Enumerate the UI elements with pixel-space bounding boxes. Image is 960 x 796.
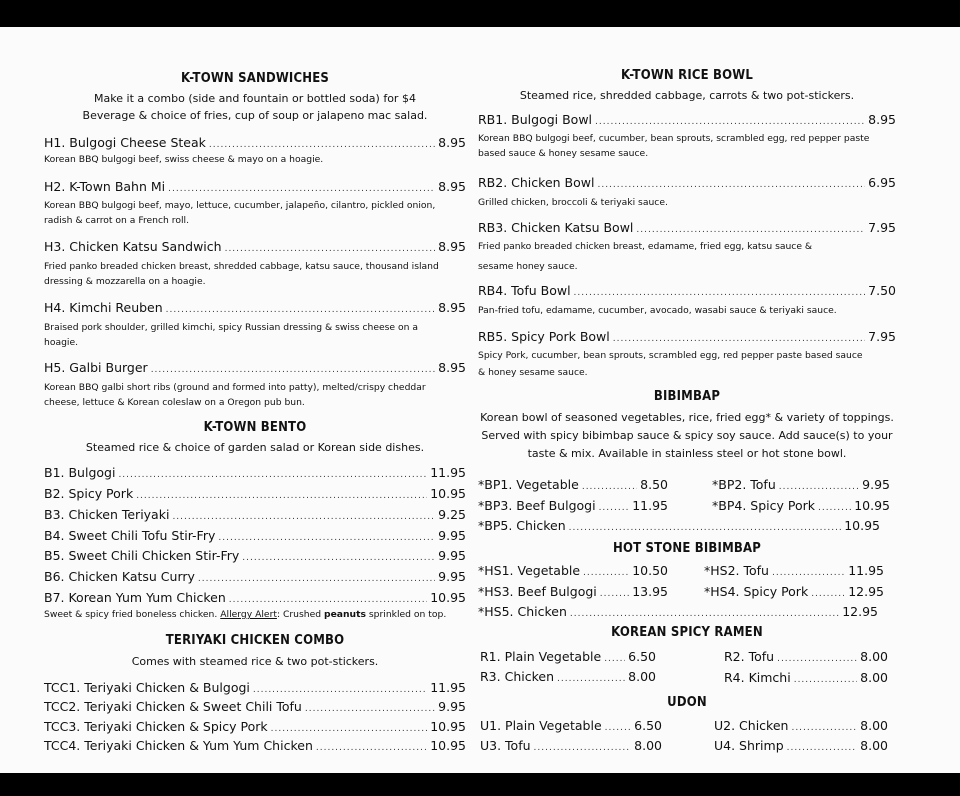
item-description: & honey sesame sauce. — [478, 367, 588, 378]
item-name: B3. Chicken Teriyaki — [44, 507, 170, 522]
item-name: *BP1. Vegetable — [478, 477, 579, 492]
item-name: TCC3. Teriyaki Chicken & Spicy Pork — [44, 719, 268, 734]
leader-dots — [198, 574, 435, 584]
leader-dots — [118, 470, 427, 480]
hotstone-title: HOT STONE BIBIMBAP — [613, 541, 761, 556]
menu-item — [478, 563, 668, 578]
menu-item — [724, 670, 888, 685]
menu-item — [44, 465, 466, 480]
item-description: Braised pork shoulder, grilled kimchi, spicy Russian dressing & swiss cheese on a — [44, 322, 418, 333]
item-name: H4. Kimchi Reuben — [44, 300, 163, 315]
item-name: RB2. Chicken Bowl — [478, 175, 595, 190]
bibimbap-title: BIBIMBAP — [653, 389, 721, 404]
item-price: 11.95 — [430, 680, 466, 695]
item-description: cheese, lettuce & Korean coleslaw on a Oregon pub bun. — [44, 397, 305, 408]
item-name: *BP3. Beef Bulgogi — [478, 498, 596, 513]
item-description: radish & carrot on a French roll. — [44, 215, 190, 226]
item-description: dressing & mozzarella on a hoagie. — [44, 276, 206, 287]
menu-item — [724, 649, 888, 664]
item-name: R4. Kimchi — [724, 670, 791, 685]
item-price: 8.95 — [438, 300, 466, 315]
leader-dots — [811, 589, 845, 599]
item-name: U4. Shrimp — [714, 738, 784, 753]
item-name: *HS4. Spicy Pork — [704, 584, 809, 599]
menu-item — [44, 179, 466, 194]
item-description: Fried panko breaded chicken breast, shredded cabbage, katsu sauce, thousand island — [44, 261, 439, 272]
leader-dots — [599, 503, 630, 513]
item-description: Pan-fried tofu, edamame, cucumber, avocado, wasabi sauce & teriyaki sauce. — [478, 305, 837, 316]
menu-item — [44, 528, 466, 543]
leader-dots — [787, 743, 858, 753]
menu-item — [44, 680, 466, 695]
item-name: U1. Plain Vegetable — [480, 718, 602, 733]
menu-item — [478, 329, 896, 344]
ricebowl-subtitle: Steamed rice, shredded cabbage, carrots & two pot-stickers. — [519, 89, 855, 102]
item-price: 8.00 — [860, 649, 888, 664]
item-description: Fried panko breaded chicken breast, edamame, fried egg, katsu sauce & — [478, 241, 813, 252]
leader-dots — [534, 743, 632, 753]
menu-item — [478, 518, 880, 533]
leader-dots — [557, 674, 625, 684]
item-price: 8.95 — [438, 179, 466, 194]
leader-dots — [636, 225, 865, 235]
item-price: 8.00 — [860, 670, 888, 685]
menu-item — [704, 584, 884, 599]
item-price: 9.95 — [438, 548, 466, 563]
leader-dots — [600, 589, 629, 599]
menu-item — [44, 569, 466, 584]
leader-dots — [172, 512, 435, 522]
menu-item — [44, 719, 466, 734]
leader-dots — [595, 117, 865, 127]
menu-item — [480, 669, 656, 684]
item-description: based sauce & honey sesame sauce. — [478, 148, 649, 159]
leader-dots — [218, 533, 435, 543]
bibimbap-subtitle-3: taste & mix. Available in stainless steel or hot stone bowl. — [527, 447, 847, 460]
item-description: Spicy Pork, cucumber, bean sprouts, scrambled egg, red pepper paste based sauce — [478, 350, 863, 361]
leader-dots — [168, 184, 435, 194]
item-description: Korean BBQ bulgogi beef, mayo, lettuce, cucumber, jalapeño, cilantro, pickled onion, — [44, 200, 436, 211]
leader-dots — [166, 305, 435, 315]
leader-dots — [136, 491, 427, 501]
allergy-alert-label: Allergy Alert — [220, 609, 277, 620]
item-price: 9.95 — [862, 477, 890, 492]
menu-item — [44, 486, 466, 501]
item-name: *HS3. Beef Bulgogi — [478, 584, 597, 599]
item-name: RB4. Tofu Bowl — [478, 283, 571, 298]
leader-dots — [574, 288, 866, 298]
item-price: 6.50 — [628, 649, 656, 664]
item-name: U3. Tofu — [480, 738, 531, 753]
menu-item — [44, 590, 466, 605]
item-price: 10.50 — [632, 563, 668, 578]
item-price: 8.50 — [640, 477, 668, 492]
menu-item — [714, 718, 888, 733]
item-name: B5. Sweet Chili Chicken Stir-Fry — [44, 548, 240, 563]
item-description: Grilled chicken, broccoli & teriyaki sauce. — [478, 197, 668, 208]
item-price: 8.95 — [868, 112, 896, 127]
bento-subtitle: Steamed rice & choice of garden salad or Korean side dishes. — [85, 441, 425, 454]
item-price: 9.95 — [438, 528, 466, 543]
item-price: 9.25 — [438, 507, 466, 522]
item-price: 9.95 — [438, 569, 466, 584]
ricebowl-title: K-TOWN RICE BOWL — [620, 68, 753, 83]
leader-dots — [271, 724, 428, 734]
item-name: H5. Galbi Burger — [44, 360, 148, 375]
leader-dots — [225, 244, 436, 254]
bibimbap-subtitle-1: Korean bowl of seasoned vegetables, rice, fried egg* & variety of toppings. — [480, 411, 894, 424]
menu-item — [44, 239, 466, 254]
item-price: 13.95 — [632, 584, 668, 599]
menu-item — [480, 738, 662, 753]
menu-item — [480, 649, 656, 664]
item-price: 7.95 — [868, 220, 896, 235]
item-price: 10.95 — [430, 738, 466, 753]
item-description: Korean BBQ bulgogi beef, swiss cheese & mayo on a hoagie. — [44, 154, 324, 165]
menu-item — [44, 738, 466, 753]
item-name: B2. Spicy Pork — [44, 486, 134, 501]
leader-dots — [605, 723, 632, 733]
menu-item — [478, 498, 668, 513]
menu-item — [44, 300, 466, 315]
item-price: 6.95 — [868, 175, 896, 190]
item-price: 12.95 — [842, 604, 878, 619]
menu-item — [44, 548, 466, 563]
menu-item — [44, 699, 466, 714]
item-price: 7.95 — [868, 329, 896, 344]
item-price: 10.95 — [844, 518, 880, 533]
allergy-note: Sweet & spicy fried boneless chicken. Allergy Alert: Crushed peanuts sprinkled on top. — [44, 609, 447, 620]
item-name: R1. Plain Vegetable — [480, 649, 602, 664]
item-name: *HS5. Chicken — [478, 604, 567, 619]
item-price: 8.00 — [860, 718, 888, 733]
menu-item — [712, 498, 890, 513]
udon-title: UDON — [667, 695, 707, 710]
teriyaki-title: TERIYAKI CHICKEN COMBO — [165, 633, 345, 648]
item-name: H3. Chicken Katsu Sandwich — [44, 239, 222, 254]
leader-dots — [151, 365, 435, 375]
menu-item — [714, 738, 888, 753]
item-name: *BP5. Chicken — [478, 518, 566, 533]
item-name: B1. Bulgogi — [44, 465, 116, 480]
leader-dots — [777, 654, 857, 664]
leader-dots — [818, 503, 851, 513]
item-name: H2. K-Town Bahn Mi — [44, 179, 166, 194]
item-price: 8.00 — [860, 738, 888, 753]
bento-title: K-TOWN BENTO — [203, 420, 307, 435]
leader-dots — [791, 723, 857, 733]
teriyaki-subtitle: Comes with steamed rice & two pot-stickers. — [131, 655, 379, 668]
item-price: 11.95 — [430, 465, 466, 480]
item-price: 12.95 — [848, 584, 884, 599]
leader-dots — [316, 743, 427, 753]
item-price: 10.95 — [854, 498, 890, 513]
menu-item — [478, 220, 896, 235]
leader-dots — [305, 704, 435, 714]
leader-dots — [582, 482, 637, 492]
leader-dots — [229, 595, 427, 605]
menu-page — [0, 27, 960, 773]
leader-dots — [209, 140, 435, 150]
menu-item — [478, 283, 896, 298]
item-name: U2. Chicken — [714, 718, 789, 733]
leader-dots — [779, 482, 859, 492]
item-name: TCC1. Teriyaki Chicken & Bulgogi — [44, 680, 250, 695]
item-name: TCC2. Teriyaki Chicken & Sweet Chili Tofu — [44, 699, 302, 714]
leader-dots — [253, 685, 427, 695]
item-name: *BP4. Spicy Pork — [712, 498, 815, 513]
bibimbap-subtitle-2: Served with spicy bibimbap sauce & spicy soy sauce. Add sauce(s) to your — [481, 429, 893, 442]
item-name: H1. Bulgogi Cheese Steak — [44, 135, 206, 150]
item-name: RB5. Spicy Pork Bowl — [478, 329, 610, 344]
item-name: B7. Korean Yum Yum Chicken — [44, 590, 226, 605]
menu-item — [478, 175, 896, 190]
item-name: B6. Chicken Katsu Curry — [44, 569, 195, 584]
leader-dots — [242, 553, 435, 563]
leader-dots — [604, 654, 625, 664]
item-name: R3. Chicken — [480, 669, 554, 684]
item-name: R2. Tofu — [724, 649, 775, 664]
ramen-title: KOREAN SPICY RAMEN — [611, 625, 763, 640]
item-price: 11.95 — [632, 498, 668, 513]
item-price: 8.00 — [628, 669, 656, 684]
sandwiches-subtitle-2: Beverage & choice of fries, cup of soup or jalapeno mac salad. — [82, 109, 428, 122]
menu-item — [44, 507, 466, 522]
item-price: 8.95 — [438, 239, 466, 254]
item-name: *BP2. Tofu — [712, 477, 776, 492]
leader-dots — [613, 334, 865, 344]
item-price: 10.95 — [430, 719, 466, 734]
item-price: 8.95 — [438, 360, 466, 375]
item-price: 6.50 — [634, 718, 662, 733]
item-description: sesame honey sauce. — [478, 261, 578, 272]
leader-dots — [794, 675, 857, 685]
menu-item — [44, 360, 466, 375]
leader-dots — [583, 568, 629, 578]
item-description: Korean BBQ bulgogi beef, cucumber, bean sprouts, scrambled egg, red pepper paste — [478, 133, 870, 144]
leader-dots — [772, 568, 845, 578]
menu-item — [704, 563, 884, 578]
sandwiches-title: K-TOWN SANDWICHES — [181, 71, 329, 86]
menu-item — [478, 584, 668, 599]
sandwiches-subtitle-1: Make it a combo (side and fountain or bottled soda) for $4 — [94, 92, 416, 105]
leader-dots — [569, 523, 842, 533]
menu-item — [712, 477, 890, 492]
item-name: RB3. Chicken Katsu Bowl — [478, 220, 634, 235]
menu-item — [480, 718, 662, 733]
leader-dots — [570, 609, 839, 619]
item-price: 8.95 — [438, 135, 466, 150]
item-price: 10.95 — [430, 590, 466, 605]
item-name: *HS1. Vegetable — [478, 563, 581, 578]
item-name: RB1. Bulgogi Bowl — [478, 112, 593, 127]
item-name: TCC4. Teriyaki Chicken & Yum Yum Chicken — [44, 738, 313, 753]
item-price: 10.95 — [430, 486, 466, 501]
item-price: 8.00 — [634, 738, 662, 753]
menu-item — [478, 112, 896, 127]
menu-item — [478, 604, 878, 619]
menu-item — [478, 477, 668, 492]
peanuts-word: peanuts — [324, 609, 366, 620]
item-name: *HS2. Tofu — [704, 563, 769, 578]
item-price: 9.95 — [438, 699, 466, 714]
item-name: B4. Sweet Chili Tofu Stir-Fry — [44, 528, 216, 543]
leader-dots — [597, 180, 865, 190]
item-description: hoagie. — [44, 337, 79, 348]
item-description: Korean BBQ galbi short ribs (ground and formed into patty), melted/crispy cheddar — [44, 382, 426, 393]
item-price: 11.95 — [848, 563, 884, 578]
menu-item — [44, 135, 466, 150]
item-price: 7.50 — [868, 283, 896, 298]
